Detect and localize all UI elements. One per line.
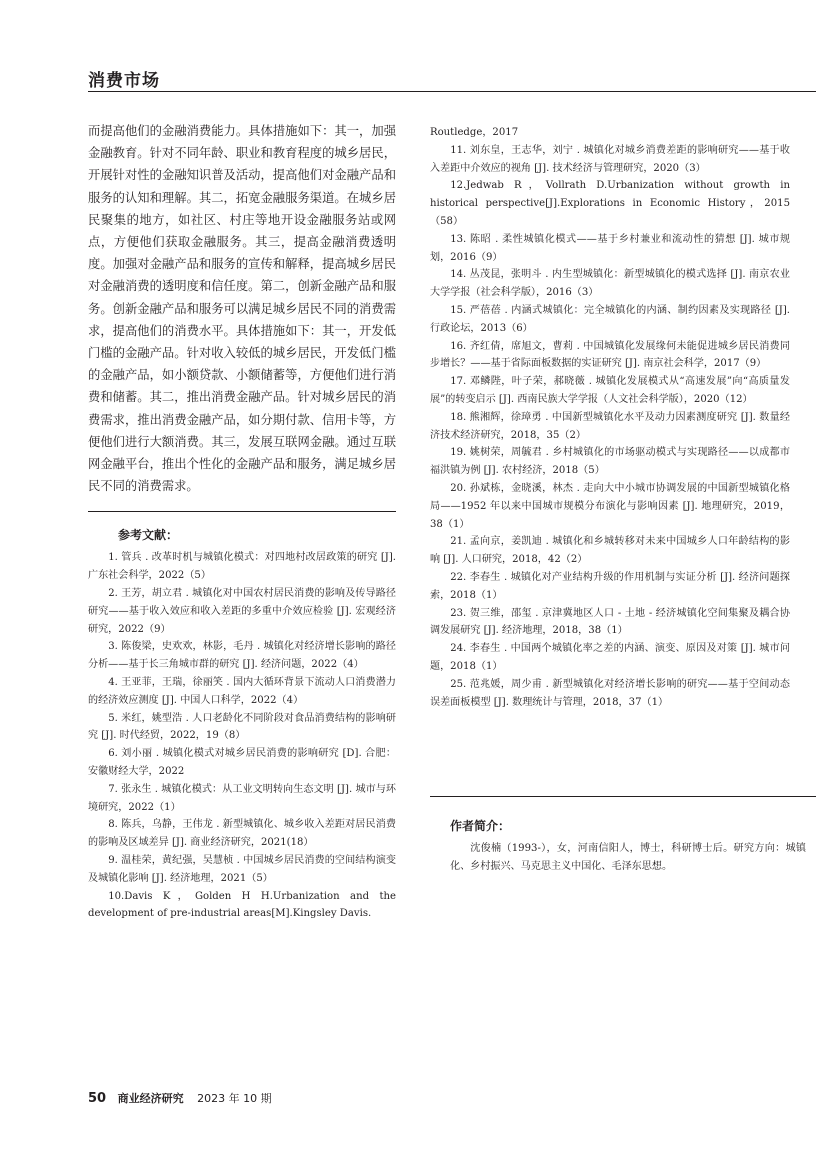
reference-item: 10.Davis K，Golden H H.Urbanization and the development of pre-industrial areas[M].Kingsley Davis. bbox=[88, 890, 396, 920]
reference-item: 1. 管兵 . 改革时机与城镇化模式：对四地村改居政策的研究 [J]. 广东社会科学，2022（5） bbox=[88, 552, 396, 582]
references-list-right bbox=[430, 142, 790, 712]
reference-item: 24. 李春生 . 中国两个城镇化率之差的内涵、演变、原因及对策 [J]. 城市问题，2018（1） bbox=[430, 643, 790, 672]
journal-issue: 2023 年 10 期 bbox=[197, 1092, 272, 1105]
reference-item: 6. 刘小丽 . 城镇化模式对城乡居民消费的影响研究 [D]. 合肥：安徽财经大学，2022 bbox=[88, 748, 396, 778]
page-footer bbox=[88, 1090, 272, 1106]
reference-item: 18. 熊湘辉，徐璋勇 . 中国新型城镇化水平及动力因素测度研究 [J]. 数量经济技术经济研究，2018，35（2） bbox=[430, 411, 790, 441]
reference-item: 12.Jedwab R，Vollrath D.Urbanization without growth in historical perspective[J].Explorations in Economic History，2015（58） bbox=[430, 180, 790, 227]
reference-item: 8. 陈兵，乌静，王伟龙 . 新型城镇化、城乡收入差距对居民消费的影响及区域差异 [J]. 商业经济研究，2021(18） bbox=[88, 819, 396, 849]
references-list-left bbox=[88, 549, 396, 923]
section-title: 消费市场 bbox=[88, 71, 160, 91]
reference-item: 16. 齐红倩，席旭文，曹莉 . 中国城镇化发展缘何未能促进城乡居民消费同步增长？——基于省际面板数据的实证研究 [J]. 南京社会科学，2017（9） bbox=[430, 340, 790, 370]
author-section bbox=[430, 796, 816, 876]
reference-item: 2. 王芳，胡立君 . 城镇化对中国农村居民消费的影响及传导路径研究——基于收入效应和收入差距的多重中介效应检验 [J]. 宏观经济研究，2022（9） bbox=[88, 588, 396, 635]
reference-item: 20. 孙斌栋，金晓溪，林杰 . 走向大中小城市协调发展的中国新型城镇化格局——1952 年以来中国城市规模分布演化与影响因素 [J]. 地理研究，2019，38（1） bbox=[430, 482, 790, 530]
reference-item: 5. 米红，姚型浩 . 人口老龄化不同阶段对食品消费结构的影响研究 [J]. 时代经贸，2022，19（8） bbox=[88, 712, 396, 742]
references-heading: 参考文献： bbox=[118, 528, 179, 543]
left-column bbox=[88, 120, 396, 923]
reference-item: 25. 范兆媛，周少甫 . 新型城镇化对经济增长影响的研究——基于空间动态误差面板模型 [J]. 数理统计与管理，2018，37（1） bbox=[430, 678, 790, 708]
reference-item: 13. 陈昭 . 柔性城镇化模式——基于乡村兼业和流动性的猜想 [J]. 城市规划，2016（9） bbox=[430, 233, 790, 263]
right-column bbox=[430, 124, 790, 711]
journal-name: 商业经济研究 bbox=[117, 1092, 184, 1105]
page-number: 50 bbox=[88, 1091, 107, 1106]
reference-item: 15. 严蓓蓓 . 内涵式城镇化：完全城镇化的内涵、制约因素及实现路径 [J]. 行政论坛，2013（6） bbox=[430, 304, 790, 334]
author-heading: 作者简介： bbox=[450, 819, 511, 833]
reference-item: 19. 姚树荣，周毓君 . 乡村城镇化的市场驱动模式与实现路径——以成都市福洪镇为例 [J]. 农村经济，2018（5） bbox=[430, 447, 790, 477]
reference-item: 9. 温桂荣，黄纪强，吴慧桢 . 中国城乡居民消费的空间结构演变及城镇化影响 [J]. 经济地理，2021（5） bbox=[88, 855, 396, 884]
reference-item: 14. 丛茂昆，张明斗 . 内生型城镇化：新型城镇化的模式选择 [J]. 南京农业大学学报（社会科学版），2016（3） bbox=[430, 269, 790, 299]
body-paragraph: 而提高他们的金融消费能力。具体措施如下：其一，加强金融教育。针对不同年龄、职业和教育程度的城乡居民，开展针对性的金融知识普及活动，提高他们对金融产品和服务的认知和理解。其二，拓宽金融服务渠道。在城乡居民聚集的地方，如社区、村庄等地开设金融服务站或网点，方便他们获取金融服务。其三，提高金融消费透明度。加强对金融产品和服务的宣传和解释，提高城乡居民对金融消费的透明度和信任度。第二，创新金融产品和服务。创新金融产品和服务可以满足城乡居民不同的消费需求，提高他们的消费水平。具体措施如下：其一，开发低门槛的金融产品。针对收入较低的城乡居民，开发低门槛的金融产品，如小额贷款、小额储蓄等，方便他们进行消费和储蓄。其二，推出消费金融产品。针对城乡居民的消费需求，推出消费金融产品，如分期付款、信用卡等，方便他们进行大额消费。其三，发展互联网金融。通过互联网金融平台，推出个性化的金融产品和服务，满足城乡居民不同的消费需求。 bbox=[88, 124, 396, 494]
reference-item: 23. 贺三维，邵玺 . 京津冀地区人口 - 土地 - 经济城镇化空间集聚及耦合协调发展研究 [J]. 经济地理，2018，38（1） bbox=[430, 607, 790, 637]
references-divider bbox=[88, 511, 396, 512]
reference-item: 3. 陈俊梁，史欢欢，林影，毛丹 . 城镇化对经济增长影响的路径分析——基于长三角城市群的研究 [J]. 经济问题，2022（4） bbox=[88, 641, 396, 671]
reference-item: 22. 李春生 . 城镇化对产业结构升级的作用机制与实证分析 [J]. 经济问题探索，2018（1） bbox=[430, 571, 790, 601]
reference-item: 21. 孟向京，姜凯迪 . 城镇化和乡城转移对未来中国城乡人口年龄结构的影响 [J]. 人口研究，2018，42（2） bbox=[430, 536, 790, 566]
reference-continuation: Routledge，2017 bbox=[430, 127, 519, 138]
author-bio: 沈俊楠（1993-），女，河南信阳人，博士，科研博士后。研究方向：城镇化、乡村振兴、马克思主义中国化、毛泽东思想。 bbox=[450, 843, 806, 872]
reference-item: 7. 张永生 . 城镇化模式：从工业文明转向生态文明 [J]. 城市与环境研究，2022（1） bbox=[88, 783, 396, 813]
reference-item: 17. 邓鳞陛，叶子荣，郝晓薇 . 城镇化发展模式从“高速发展”向“高质量发展”的转变启示 [J]. 西南民族大学学报（人文社会科学版），2020（12） bbox=[430, 376, 790, 405]
reference-item: 4. 王亚菲，王瑞，徐丽笑 . 国内大循环背景下流动人口消费潜力的经济效应测度 [J]. 中国人口科学，2022（4） bbox=[88, 677, 396, 706]
reference-item: 11. 刘东皇，王志华，刘宁 . 城镇化对城乡消费差距的影响研究——基于收入差距中介效应的视角 [J]. 技术经济与管理研究，2020（3） bbox=[430, 144, 790, 174]
header-divider bbox=[88, 91, 816, 92]
